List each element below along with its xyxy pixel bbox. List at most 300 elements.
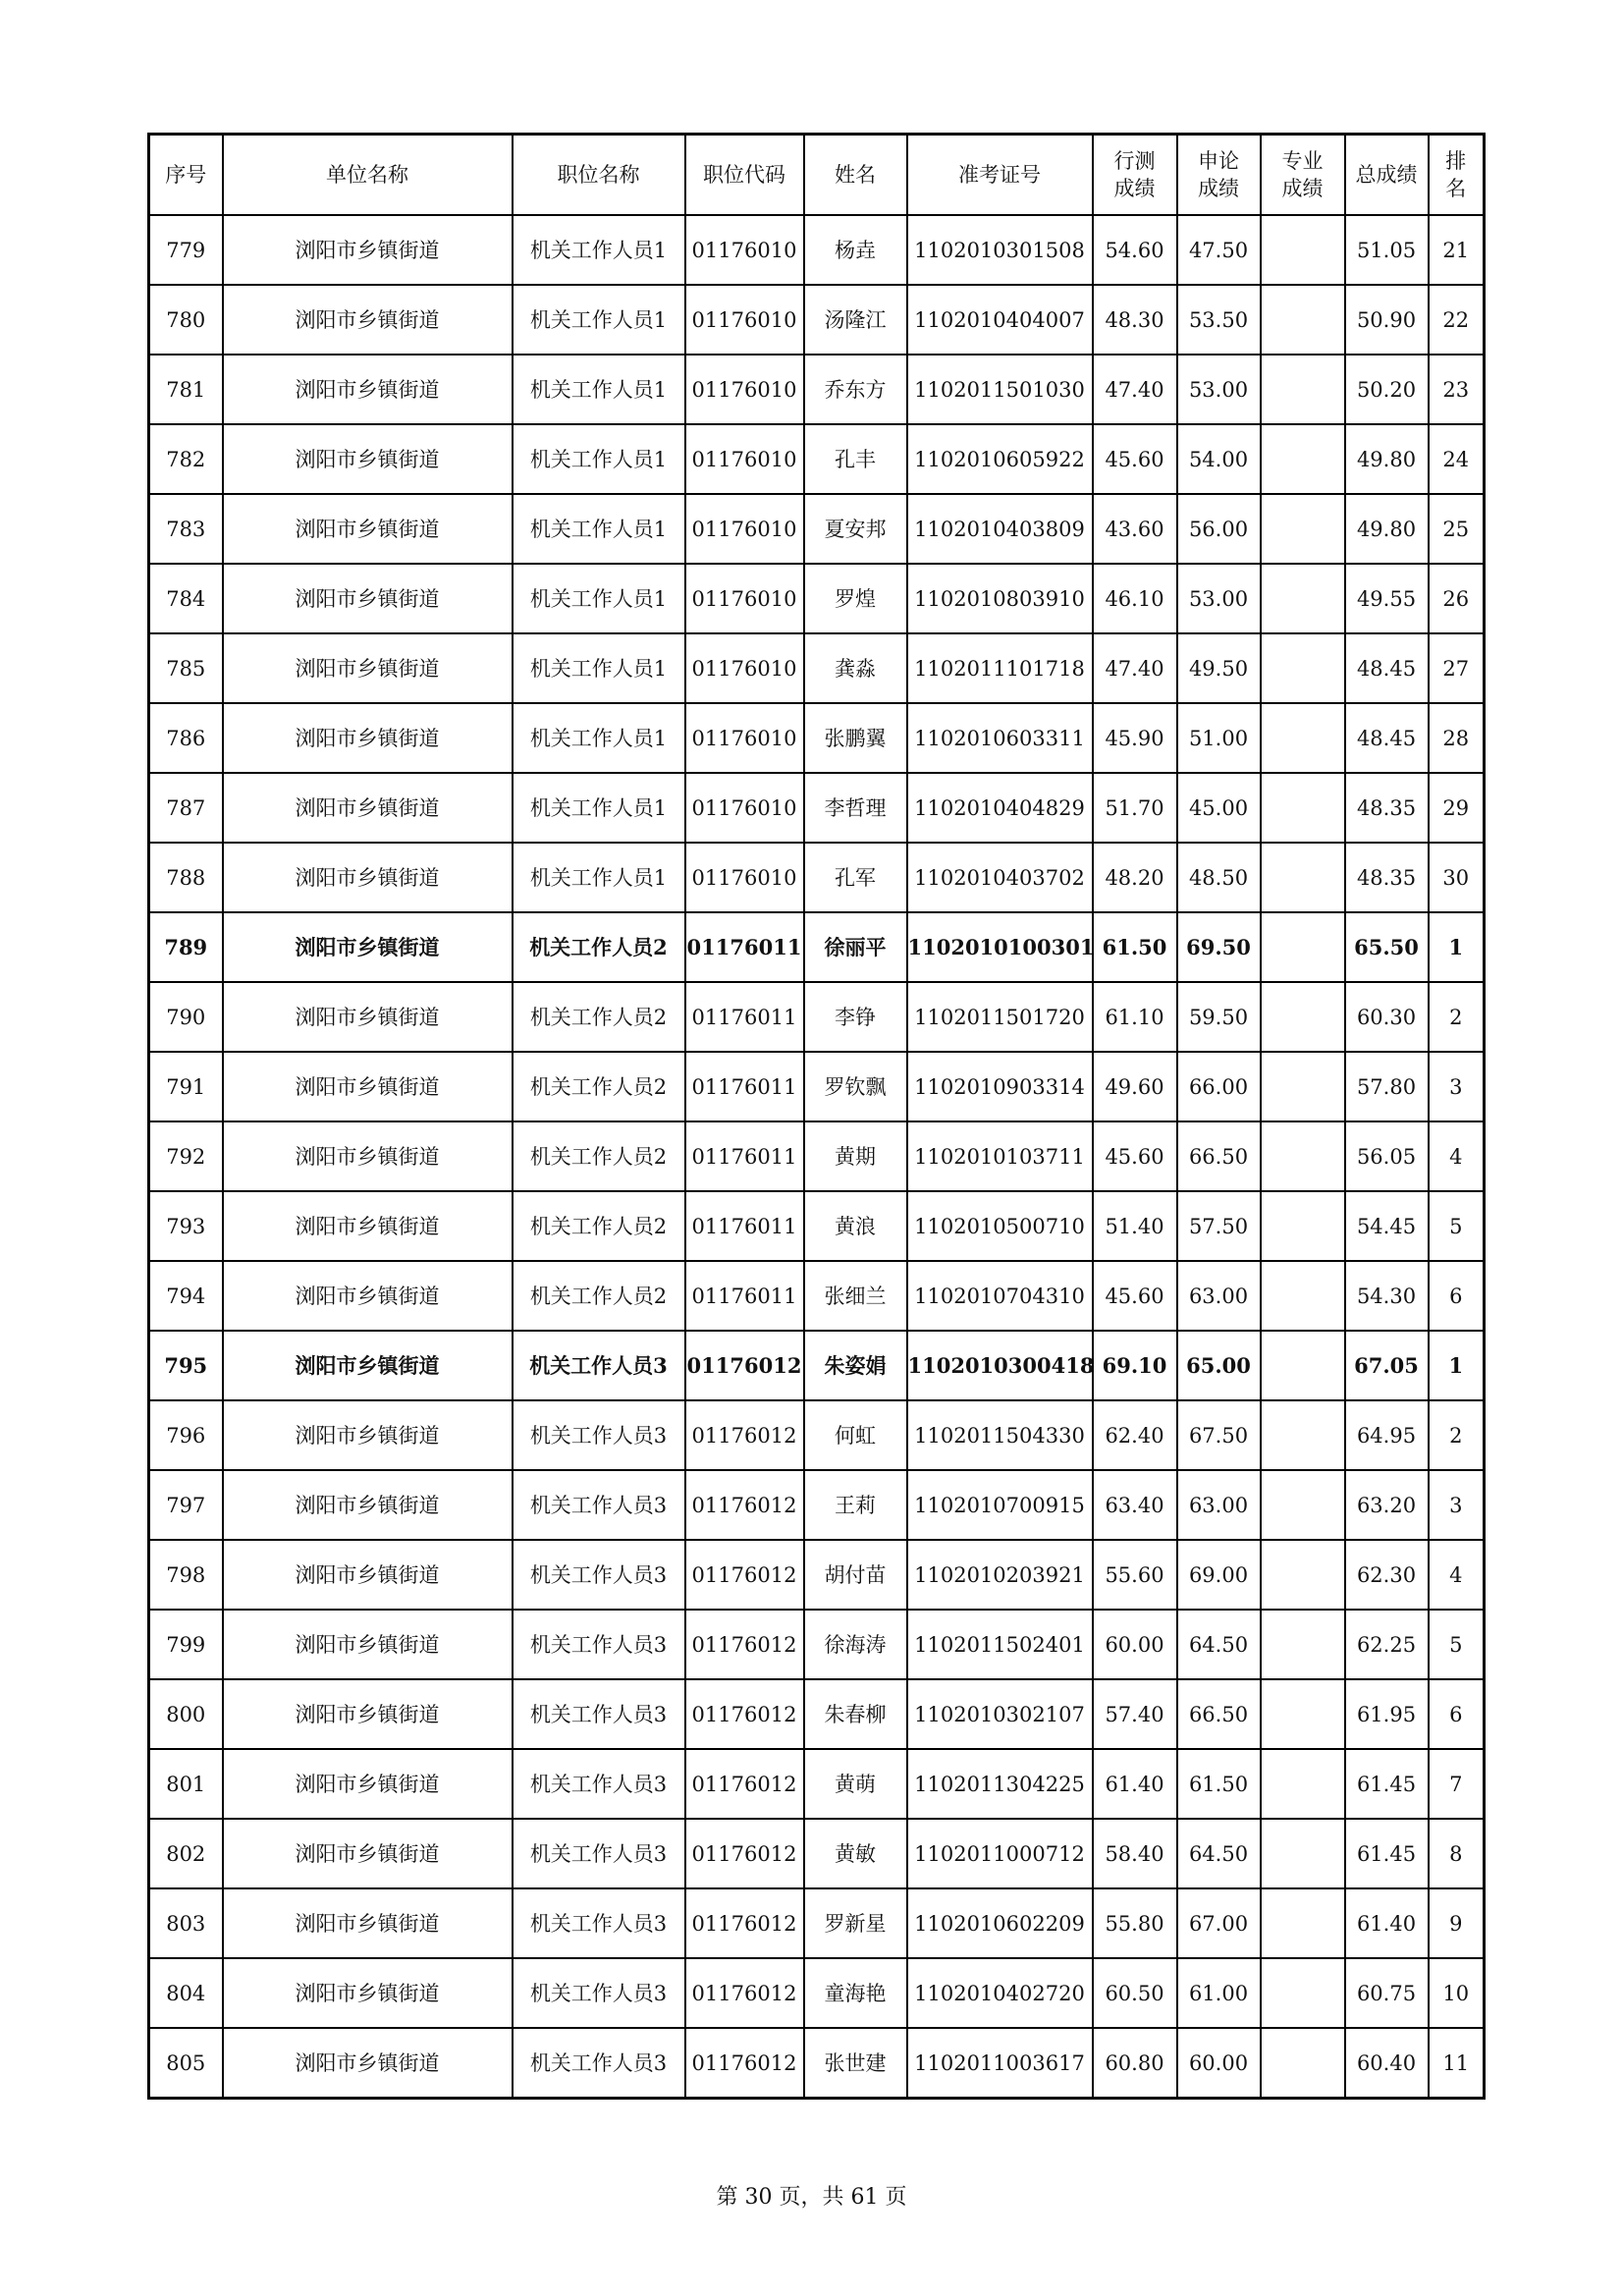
cell-zy [1261,215,1345,285]
cell-exam-id: 1102011501030 [907,355,1093,424]
cell-unit: 浏阳市乡镇街道 [223,1540,513,1610]
cell-xc: 60.00 [1093,1610,1177,1679]
cell-rank: 3 [1429,1052,1485,1121]
cell-rank: 5 [1429,1610,1485,1679]
cell-xc: 48.20 [1093,843,1177,912]
cell-total: 61.95 [1345,1679,1429,1749]
cell-code: 01176012 [685,1331,804,1400]
cell-total: 67.05 [1345,1331,1429,1400]
cell-rank: 6 [1429,1679,1485,1749]
header-col-zy: 专业 成绩 [1261,135,1345,216]
cell-post: 机关工作人员3 [513,1470,685,1540]
cell-sl: 66.50 [1177,1121,1261,1191]
cell-name: 罗新星 [804,1888,907,1958]
cell-name: 黄敏 [804,1819,907,1888]
cell-total: 61.45 [1345,1819,1429,1888]
table-row [149,1261,1485,1331]
cell-code: 01176011 [685,912,804,982]
cell-no: 804 [149,1958,223,2028]
cell-exam-id: 1102010301508 [907,215,1093,285]
cell-rank: 30 [1429,843,1485,912]
cell-rank: 1 [1429,912,1485,982]
cell-sl: 69.50 [1177,912,1261,982]
cell-xc: 60.50 [1093,1958,1177,2028]
cell-code: 01176012 [685,1679,804,1749]
table-row [149,1610,1485,1679]
cell-zy [1261,843,1345,912]
cell-code: 01176010 [685,285,804,355]
cell-exam-id: 1102011101718 [907,633,1093,703]
cell-unit: 浏阳市乡镇街道 [223,355,513,424]
cell-code: 01176010 [685,424,804,494]
cell-unit: 浏阳市乡镇街道 [223,1191,513,1261]
cell-total: 60.40 [1345,2028,1429,2099]
cell-exam-id: 1102010602209 [907,1888,1093,1958]
table-row [149,1191,1485,1261]
cell-xc: 57.40 [1093,1679,1177,1749]
cell-post: 机关工作人员3 [513,2028,685,2099]
cell-xc: 61.50 [1093,912,1177,982]
table-row [149,1749,1485,1819]
cell-rank: 8 [1429,1819,1485,1888]
cell-no: 792 [149,1121,223,1191]
cell-zy [1261,1540,1345,1610]
cell-name: 徐海涛 [804,1610,907,1679]
cell-rank: 10 [1429,1958,1485,2028]
cell-code: 01176010 [685,773,804,843]
cell-post: 机关工作人员2 [513,982,685,1052]
cell-sl: 61.00 [1177,1958,1261,2028]
cell-sl: 63.00 [1177,1261,1261,1331]
cell-name: 徐丽平 [804,912,907,982]
header-col-xc: 行测 成绩 [1093,135,1177,216]
cell-rank: 11 [1429,2028,1485,2099]
cell-rank: 3 [1429,1470,1485,1540]
cell-total: 62.30 [1345,1540,1429,1610]
cell-zy [1261,912,1345,982]
table-row [149,424,1485,494]
cell-total: 49.80 [1345,424,1429,494]
cell-post: 机关工作人员3 [513,1400,685,1470]
cell-exam-id: 1102010803910 [907,564,1093,633]
cell-sl: 69.00 [1177,1540,1261,1610]
cell-sl: 61.50 [1177,1749,1261,1819]
cell-zy [1261,424,1345,494]
cell-exam-id: 1102010203921 [907,1540,1093,1610]
cell-no: 790 [149,982,223,1052]
cell-xc: 47.40 [1093,355,1177,424]
cell-code: 01176012 [685,1400,804,1470]
table-row [149,843,1485,912]
cell-xc: 51.70 [1093,773,1177,843]
cell-zy [1261,494,1345,564]
cell-xc: 60.80 [1093,2028,1177,2099]
cell-zy [1261,703,1345,773]
cell-code: 01176012 [685,1888,804,1958]
table-row [149,703,1485,773]
cell-rank: 24 [1429,424,1485,494]
cell-exam-id: 1102010700915 [907,1470,1093,1540]
table-row [149,1121,1485,1191]
cell-name: 汤隆江 [804,285,907,355]
cell-exam-id: 1102011304225 [907,1749,1093,1819]
table-row [149,633,1485,703]
cell-exam-id: 1102011003617 [907,2028,1093,2099]
table-row [149,355,1485,424]
cell-zy [1261,1470,1345,1540]
cell-xc: 47.40 [1093,633,1177,703]
cell-post: 机关工作人员3 [513,1540,685,1610]
cell-unit: 浏阳市乡镇街道 [223,982,513,1052]
cell-unit: 浏阳市乡镇街道 [223,1958,513,2028]
cell-sl: 48.50 [1177,843,1261,912]
cell-rank: 27 [1429,633,1485,703]
cell-no: 805 [149,2028,223,2099]
cell-code: 01176012 [685,1958,804,2028]
cell-zy [1261,355,1345,424]
cell-post: 机关工作人员1 [513,773,685,843]
cell-rank: 29 [1429,773,1485,843]
cell-exam-id: 1102010404829 [907,773,1093,843]
cell-code: 01176010 [685,355,804,424]
cell-name: 夏安邦 [804,494,907,564]
cell-zy [1261,1958,1345,2028]
cell-total: 61.40 [1345,1888,1429,1958]
cell-sl: 66.00 [1177,1052,1261,1121]
cell-total: 64.95 [1345,1400,1429,1470]
cell-code: 01176012 [685,1749,804,1819]
cell-zy [1261,1749,1345,1819]
cell-post: 机关工作人员1 [513,703,685,773]
cell-total: 54.45 [1345,1191,1429,1261]
header-col-code: 职位代码 [685,135,804,216]
cell-code: 01176012 [685,1540,804,1610]
cell-code: 01176010 [685,703,804,773]
cell-name: 罗钦飘 [804,1052,907,1121]
cell-sl: 60.00 [1177,2028,1261,2099]
cell-no: 799 [149,1610,223,1679]
cell-name: 胡付苗 [804,1540,907,1610]
cell-name: 罗煌 [804,564,907,633]
cell-post: 机关工作人员1 [513,494,685,564]
cell-code: 01176011 [685,1191,804,1261]
cell-zy [1261,1679,1345,1749]
header-col-no: 序号 [149,135,223,216]
cell-no: 781 [149,355,223,424]
cell-sl: 53.00 [1177,564,1261,633]
cell-post: 机关工作人员3 [513,1679,685,1749]
cell-unit: 浏阳市乡镇街道 [223,215,513,285]
cell-zy [1261,1121,1345,1191]
cell-post: 机关工作人员2 [513,1121,685,1191]
cell-sl: 65.00 [1177,1331,1261,1400]
header-col-unit: 单位名称 [223,135,513,216]
cell-name: 李铮 [804,982,907,1052]
cell-no: 782 [149,424,223,494]
cell-zy [1261,285,1345,355]
cell-unit: 浏阳市乡镇街道 [223,1679,513,1749]
cell-name: 黄期 [804,1121,907,1191]
cell-post: 机关工作人员1 [513,424,685,494]
cell-no: 785 [149,633,223,703]
table-row [149,1888,1485,1958]
cell-name: 杨垚 [804,215,907,285]
table-body [149,215,1485,2099]
table-row [149,982,1485,1052]
cell-xc: 43.60 [1093,494,1177,564]
cell-post: 机关工作人员2 [513,1191,685,1261]
cell-rank: 26 [1429,564,1485,633]
cell-rank: 2 [1429,982,1485,1052]
table-row [149,773,1485,843]
cell-code: 01176012 [685,2028,804,2099]
cell-exam-id: 1102010404007 [907,285,1093,355]
cell-zy [1261,1400,1345,1470]
page-footer: 第 30 页，共 61 页 [716,2185,907,2210]
cell-post: 机关工作人员2 [513,912,685,982]
table-row [149,285,1485,355]
cell-no: 803 [149,1888,223,1958]
cell-code: 01176012 [685,1819,804,1888]
cell-post: 机关工作人员1 [513,355,685,424]
cell-code: 01176010 [685,215,804,285]
cell-xc: 55.60 [1093,1540,1177,1610]
cell-sl: 64.50 [1177,1819,1261,1888]
cell-sl: 54.00 [1177,424,1261,494]
cell-rank: 4 [1429,1540,1485,1610]
cell-no: 787 [149,773,223,843]
cell-zy [1261,564,1345,633]
cell-post: 机关工作人员1 [513,633,685,703]
cell-code: 01176011 [685,1121,804,1191]
cell-no: 784 [149,564,223,633]
cell-exam-id: 1102010402720 [907,1958,1093,2028]
cell-unit: 浏阳市乡镇街道 [223,494,513,564]
cell-rank: 25 [1429,494,1485,564]
cell-exam-id: 1102011504330 [907,1400,1093,1470]
cell-xc: 61.10 [1093,982,1177,1052]
header-col-exam-id: 准考证号 [907,135,1093,216]
cell-xc: 45.90 [1093,703,1177,773]
cell-xc: 62.40 [1093,1400,1177,1470]
cell-total: 61.45 [1345,1749,1429,1819]
cell-total: 65.50 [1345,912,1429,982]
cell-total: 54.30 [1345,1261,1429,1331]
cell-unit: 浏阳市乡镇街道 [223,843,513,912]
header-col-total: 总成绩 [1345,135,1429,216]
cell-xc: 61.40 [1093,1749,1177,1819]
cell-exam-id: 1102010903314 [907,1052,1093,1121]
cell-code: 01176012 [685,1610,804,1679]
cell-exam-id: 1102011501720 [907,982,1093,1052]
cell-exam-id: 1102011000712 [907,1819,1093,1888]
cell-total: 56.05 [1345,1121,1429,1191]
cell-post: 机关工作人员1 [513,564,685,633]
cell-name: 龚淼 [804,633,907,703]
table-row [149,1819,1485,1888]
cell-post: 机关工作人员3 [513,1958,685,2028]
table-row [149,564,1485,633]
cell-name: 朱春柳 [804,1679,907,1749]
cell-xc: 45.60 [1093,1261,1177,1331]
cell-unit: 浏阳市乡镇街道 [223,2028,513,2099]
cell-exam-id: 1102010704310 [907,1261,1093,1331]
cell-zy [1261,773,1345,843]
cell-post: 机关工作人员1 [513,285,685,355]
cell-no: 796 [149,1400,223,1470]
cell-total: 50.20 [1345,355,1429,424]
table-row [149,1052,1485,1121]
cell-sl: 45.00 [1177,773,1261,843]
cell-exam-id: 1102010302107 [907,1679,1093,1749]
cell-total: 57.80 [1345,1052,1429,1121]
table-row [149,1958,1485,2028]
header-col-post: 职位名称 [513,135,685,216]
cell-post: 机关工作人员1 [513,843,685,912]
cell-unit: 浏阳市乡镇街道 [223,424,513,494]
cell-post: 机关工作人员2 [513,1052,685,1121]
cell-unit: 浏阳市乡镇街道 [223,285,513,355]
cell-xc: 49.60 [1093,1052,1177,1121]
cell-total: 62.25 [1345,1610,1429,1679]
cell-rank: 7 [1429,1749,1485,1819]
cell-post: 机关工作人员3 [513,1749,685,1819]
cell-rank: 1 [1429,1331,1485,1400]
cell-sl: 59.50 [1177,982,1261,1052]
cell-exam-id: 1102010403809 [907,494,1093,564]
cell-no: 802 [149,1819,223,1888]
cell-zy [1261,2028,1345,2099]
cell-code: 01176012 [685,1470,804,1540]
cell-sl: 67.50 [1177,1400,1261,1470]
cell-post: 机关工作人员3 [513,1819,685,1888]
cell-total: 48.35 [1345,843,1429,912]
table-row [149,494,1485,564]
cell-sl: 64.50 [1177,1610,1261,1679]
cell-no: 801 [149,1749,223,1819]
cell-sl: 47.50 [1177,215,1261,285]
cell-unit: 浏阳市乡镇街道 [223,564,513,633]
cell-name: 王莉 [804,1470,907,1540]
cell-sl: 56.00 [1177,494,1261,564]
cell-total: 60.75 [1345,1958,1429,2028]
cell-unit: 浏阳市乡镇街道 [223,703,513,773]
cell-zy [1261,1331,1345,1400]
table-row [149,1540,1485,1610]
cell-rank: 9 [1429,1888,1485,1958]
cell-name: 张世建 [804,2028,907,2099]
cell-name: 张细兰 [804,1261,907,1331]
cell-sl: 67.00 [1177,1888,1261,1958]
cell-zy [1261,982,1345,1052]
cell-zy [1261,1610,1345,1679]
cell-name: 何虹 [804,1400,907,1470]
cell-exam-id: 1102010605922 [907,424,1093,494]
cell-sl: 51.00 [1177,703,1261,773]
cell-rank: 22 [1429,285,1485,355]
cell-exam-id: 1102010500710 [907,1191,1093,1261]
cell-code: 01176010 [685,564,804,633]
cell-xc: 45.60 [1093,1121,1177,1191]
cell-no: 793 [149,1191,223,1261]
cell-xc: 51.40 [1093,1191,1177,1261]
cell-total: 49.80 [1345,494,1429,564]
cell-sl: 49.50 [1177,633,1261,703]
cell-unit: 浏阳市乡镇街道 [223,773,513,843]
cell-sl: 53.50 [1177,285,1261,355]
cell-code: 01176010 [685,843,804,912]
cell-rank: 6 [1429,1261,1485,1331]
table-row [149,1679,1485,1749]
table-header [149,135,1485,216]
cell-total: 49.55 [1345,564,1429,633]
cell-total: 48.35 [1345,773,1429,843]
cell-zy [1261,633,1345,703]
cell-no: 794 [149,1261,223,1331]
table-row [149,215,1485,285]
cell-sl: 66.50 [1177,1679,1261,1749]
cell-zy [1261,1052,1345,1121]
cell-xc: 63.40 [1093,1470,1177,1540]
cell-no: 795 [149,1331,223,1400]
cell-unit: 浏阳市乡镇街道 [223,1400,513,1470]
cell-name: 黄萌 [804,1749,907,1819]
cell-total: 48.45 [1345,633,1429,703]
cell-post: 机关工作人员3 [513,1331,685,1400]
cell-exam-id: 1102010603311 [907,703,1093,773]
cell-post: 机关工作人员3 [513,1888,685,1958]
cell-name: 童海艳 [804,1958,907,2028]
table-row [149,2028,1485,2099]
cell-code: 01176011 [685,1052,804,1121]
cell-total: 50.90 [1345,285,1429,355]
cell-exam-id: 1102010103711 [907,1121,1093,1191]
cell-total: 51.05 [1345,215,1429,285]
header-col-name: 姓名 [804,135,907,216]
cell-code: 01176011 [685,982,804,1052]
cell-unit: 浏阳市乡镇街道 [223,1749,513,1819]
cell-name: 黄浪 [804,1191,907,1261]
cell-xc: 55.80 [1093,1888,1177,1958]
cell-sl: 57.50 [1177,1191,1261,1261]
cell-total: 63.20 [1345,1470,1429,1540]
cell-unit: 浏阳市乡镇街道 [223,633,513,703]
cell-xc: 46.10 [1093,564,1177,633]
score-table [147,133,1486,2100]
cell-sl: 53.00 [1177,355,1261,424]
cell-zy [1261,1888,1345,1958]
cell-exam-id: 1102010403702 [907,843,1093,912]
cell-unit: 浏阳市乡镇街道 [223,1261,513,1331]
cell-rank: 2 [1429,1400,1485,1470]
cell-no: 791 [149,1052,223,1121]
cell-code: 01176010 [685,633,804,703]
cell-rank: 28 [1429,703,1485,773]
cell-name: 李哲理 [804,773,907,843]
cell-name: 孔军 [804,843,907,912]
cell-xc: 58.40 [1093,1819,1177,1888]
cell-xc: 54.60 [1093,215,1177,285]
cell-name: 乔东方 [804,355,907,424]
header-col-sl: 申论 成绩 [1177,135,1261,216]
cell-exam-id: 1102011502401 [907,1610,1093,1679]
cell-rank: 5 [1429,1191,1485,1261]
cell-unit: 浏阳市乡镇街道 [223,912,513,982]
cell-post: 机关工作人员1 [513,215,685,285]
cell-total: 60.30 [1345,982,1429,1052]
cell-no: 789 [149,912,223,982]
cell-post: 机关工作人员3 [513,1610,685,1679]
